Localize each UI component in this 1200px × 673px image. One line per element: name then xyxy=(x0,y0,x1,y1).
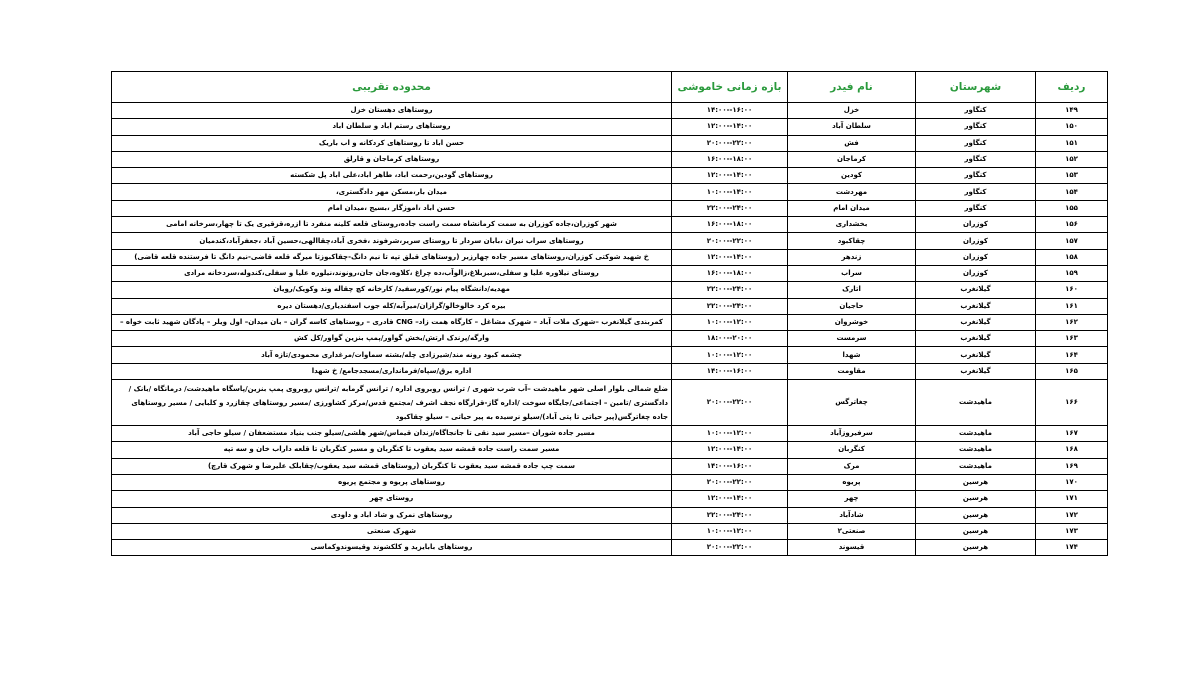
county-cell: گیلانغرب xyxy=(916,298,1036,314)
county-cell: هرسین xyxy=(916,491,1036,507)
row-number-cell: ۱۶۴ xyxy=(1036,347,1108,363)
row-number-cell: ۱۵۸ xyxy=(1036,249,1108,265)
feeder-name-cell: کنگربان xyxy=(788,442,916,458)
table-row xyxy=(112,474,1108,490)
approximate-area-cell: چشمه کبود رونه مند/شیرزادی چله/بشته سماوات/مرغداری محمودی/تازه آباد xyxy=(112,347,672,363)
approximate-area-cell: روستاهای سراب نیران ،بابان سردار تا روستای سریر،شرفوند ،فخری آباد،چقاالهی،حسین آباد ،جعفرآباد،کندمیان xyxy=(112,233,672,249)
county-cell: هرسین xyxy=(916,507,1036,523)
row-number-cell: ۱۷۳ xyxy=(1036,523,1108,539)
header-row-number: ردیف xyxy=(1036,72,1108,103)
feeder-name-cell: اتارک xyxy=(788,282,916,298)
row-number-cell: ۱۶۰ xyxy=(1036,282,1108,298)
table-row xyxy=(112,282,1108,298)
row-number-cell: ۱۷۱ xyxy=(1036,491,1108,507)
approximate-area-cell: روستاهای پریوه و مجتمع پریوه xyxy=(112,474,672,490)
outage-period-cell: ۲۲:۰۰--۲۰:۰۰ xyxy=(672,380,788,426)
feeder-name-cell: پریوه xyxy=(788,474,916,490)
approximate-area-cell: روستاهای بابایزید و کلکشوند وقیسوندوکماسی xyxy=(112,540,672,556)
outage-period-cell: ۱۴:۰۰--۱۲:۰۰ xyxy=(672,119,788,135)
row-number-cell: ۱۵۵ xyxy=(1036,200,1108,216)
approximate-area-cell: روستاهای کرماجان و قارلق xyxy=(112,151,672,167)
table-row xyxy=(112,507,1108,523)
row-number-cell: ۱۵۱ xyxy=(1036,135,1108,151)
feeder-name-cell: مهردشت xyxy=(788,184,916,200)
table-body xyxy=(112,103,1108,556)
table-row xyxy=(112,217,1108,233)
county-cell: ماهیدشت xyxy=(916,426,1036,442)
table-row xyxy=(112,363,1108,379)
outage-period-cell: ۱۸:۰۰--۱۶:۰۰ xyxy=(672,151,788,167)
approximate-area-cell: خ شهید شوکتی کوزران،روستاهای مسیر جاده چهارزبر (روستاهای قبلق تپه تا نیم دانگ-چقاکبوزتا میرگه قلعه قاضی-نیم دانگ تا فرستنده قلعه قاضی) xyxy=(112,249,672,265)
outage-period-cell: ۲۴:۰۰--۲۲:۰۰ xyxy=(672,507,788,523)
county-cell: هرسین xyxy=(916,540,1036,556)
outage-period-cell: ۱۶:۰۰--۱۴:۰۰ xyxy=(672,103,788,119)
feeder-name-cell: سرمست xyxy=(788,331,916,347)
approximate-area-cell: ضلع شمالی بلوار اصلی شهر ماهیدشت –آب شرب شهری / ترانس روبروی اداره / ترانس گرمابه /ترانس روبروی پمپ بنزین/پاسگاه ماهیدشت/ درمانگاه /بانک /دادگستری /تامین – اجتماعی/جایگاه سوخت /اداره گاز-قرارگاه نجف اشرف /مجتمع قدس/مرکز کشاورزی /مسیر روستاهای چقازرد و کلبایی / مسیر روستاهای جاده چغاترگس(پیر حیاتی تا پتی آباد)/سیلو نرسیده به پیر حیاتی – سیلو چقاکبود xyxy=(112,380,672,426)
county-cell: کنگاور xyxy=(916,151,1036,167)
row-number-cell: ۱۷۴ xyxy=(1036,540,1108,556)
outage-period-cell: ۱۶:۰۰--۱۴:۰۰ xyxy=(672,458,788,474)
approximate-area-cell: روستاهای دهستان خزل xyxy=(112,103,672,119)
feeder-name-cell: کودین xyxy=(788,168,916,184)
approximate-area-cell: بیره کرد خالوخالو/گرازان/میرآبه/کله جوب اسفندیاری/دهستان دیره xyxy=(112,298,672,314)
outage-period-cell: ۱۸:۰۰--۱۶:۰۰ xyxy=(672,265,788,281)
header-feeder-name: نام فیدر xyxy=(788,72,916,103)
county-cell: کنگاور xyxy=(916,168,1036,184)
outage-period-cell: ۲۲:۰۰--۲۰:۰۰ xyxy=(672,540,788,556)
feeder-name-cell: چهر xyxy=(788,491,916,507)
feeder-name-cell: زندهر xyxy=(788,249,916,265)
row-number-cell: ۱۵۰ xyxy=(1036,119,1108,135)
approximate-area-cell: سمت چپ جاده قمشه سید یعقوب تا کنگربان (روستاهای قمشه سید یعقوب/چقابلک علیرضا و شهرک قارچ) xyxy=(112,458,672,474)
table-row xyxy=(112,540,1108,556)
row-number-cell: ۱۵۷ xyxy=(1036,233,1108,249)
feeder-name-cell: چقاکبود xyxy=(788,233,916,249)
table-row xyxy=(112,380,1108,426)
row-number-cell: ۱۵۶ xyxy=(1036,217,1108,233)
table-row xyxy=(112,347,1108,363)
row-number-cell: ۱۶۷ xyxy=(1036,426,1108,442)
county-cell: کنگاور xyxy=(916,103,1036,119)
feeder-name-cell: کرماجان xyxy=(788,151,916,167)
outage-period-cell: ۱۴:۰۰--۱۲:۰۰ xyxy=(672,442,788,458)
table-row xyxy=(112,119,1108,135)
header-approximate-area: محدوده تقریبی xyxy=(112,72,672,103)
outage-period-cell: ۱۲:۰۰--۱۰:۰۰ xyxy=(672,523,788,539)
approximate-area-cell: مهدیه/دانشگاه پیام نور/کورسفید/ کارخانه کچ چقاله وند وکویک/رویان xyxy=(112,282,672,298)
feeder-name-cell: خزل xyxy=(788,103,916,119)
outage-period-cell: ۱۸:۰۰--۱۶:۰۰ xyxy=(672,217,788,233)
outage-period-cell: ۱۴:۰۰--۱۰:۰۰ xyxy=(672,184,788,200)
row-number-cell: ۱۷۰ xyxy=(1036,474,1108,490)
approximate-area-cell: شهر کوزران،جاده کوزران به سمت کرمانشاه سمت راست جاده،روستای قلعه کلینه منفرد تا ازره،قزقیری یک تا چهار،سرخانه امامی xyxy=(112,217,672,233)
feeder-name-cell: فش xyxy=(788,135,916,151)
row-number-cell: ۱۵۴ xyxy=(1036,184,1108,200)
feeder-name-cell: سراب xyxy=(788,265,916,281)
feeder-name-cell: چغاترگس xyxy=(788,380,916,426)
approximate-area-cell: روستاهای رستم اباد و سلطان اباد xyxy=(112,119,672,135)
row-number-cell: ۱۴۹ xyxy=(1036,103,1108,119)
approximate-area-cell: شهرک صنعتی xyxy=(112,523,672,539)
approximate-area-cell: حسن اباد ،اموزگار ،بسیج ،میدان امام xyxy=(112,200,672,216)
row-number-cell: ۱۶۹ xyxy=(1036,458,1108,474)
approximate-area-cell: وارگه/پرندک ارتش/بخش گواور/پمپ بنزین گواور/کل کش xyxy=(112,331,672,347)
feeder-name-cell: قیسوند xyxy=(788,540,916,556)
feeder-name-cell: سرفیروزآباد xyxy=(788,426,916,442)
row-number-cell: ۱۵۹ xyxy=(1036,265,1108,281)
feeder-name-cell: شادآباد xyxy=(788,507,916,523)
approximate-area-cell: روستاهای نمرک و شاد اباد و داودی xyxy=(112,507,672,523)
row-number-cell: ۱۶۶ xyxy=(1036,380,1108,426)
table-row xyxy=(112,135,1108,151)
outage-period-cell: ۱۴:۰۰--۱۲:۰۰ xyxy=(672,491,788,507)
table-row xyxy=(112,184,1108,200)
header-county: شهرستان xyxy=(916,72,1036,103)
feeder-name-cell: صنعتی۲ xyxy=(788,523,916,539)
table-row xyxy=(112,200,1108,216)
county-cell: کنگاور xyxy=(916,119,1036,135)
county-cell: گیلانغرب xyxy=(916,331,1036,347)
row-number-cell: ۱۶۸ xyxy=(1036,442,1108,458)
outage-period-cell: ۲۴:۰۰--۲۲:۰۰ xyxy=(672,200,788,216)
county-cell: کنگاور xyxy=(916,135,1036,151)
row-number-cell: ۱۵۲ xyxy=(1036,151,1108,167)
outage-period-cell: ۲۲:۰۰--۲۰:۰۰ xyxy=(672,135,788,151)
approximate-area-cell: کمربندی گیلانغرب –شهرک ملات آباد – شهرک مشاغل – کارگاه همت زاد– CNG قادری – روستاهای کاسه گران – بان میدان– اول ویلر – پادگان شهید ثابت خواه – xyxy=(112,314,672,330)
table-row xyxy=(112,458,1108,474)
outage-period-cell: ۱۴:۰۰--۱۲:۰۰ xyxy=(672,249,788,265)
row-number-cell: ۱۶۳ xyxy=(1036,331,1108,347)
table-row xyxy=(112,265,1108,281)
county-cell: کنگاور xyxy=(916,184,1036,200)
table-row xyxy=(112,103,1108,119)
approximate-area-cell: مسیر سمت راست جاده قمشه سید یعقوب تا کنگربان و مسیر کنگربان تا قلعه داراب خان و سه تپه xyxy=(112,442,672,458)
county-cell: هرسین xyxy=(916,523,1036,539)
approximate-area-cell: اداره برق/سپاه/فرمانداری/مسجدجامع/ خ شهدا xyxy=(112,363,672,379)
row-number-cell: ۱۵۳ xyxy=(1036,168,1108,184)
feeder-name-cell: حاجیان xyxy=(788,298,916,314)
county-cell: کوزران xyxy=(916,233,1036,249)
approximate-area-cell: روستای نیلاوره علیا و سفلی،سبزبلاغ،زالوآب،ده چراغ ،کلاوه،جان جان،رونوند،نیلوره علیا و سفلی،کندوله،سردخانه مرادی xyxy=(112,265,672,281)
outage-period-cell: ۲۴:۰۰--۲۲:۰۰ xyxy=(672,282,788,298)
outage-period-cell: ۲۴:۰۰--۲۲:۰۰ xyxy=(672,298,788,314)
feeder-name-cell: بخشداری xyxy=(788,217,916,233)
header-outage-period: بازه زمانی خاموشی xyxy=(672,72,788,103)
outage-schedule-table xyxy=(111,71,1108,556)
county-cell: ماهیدشت xyxy=(916,458,1036,474)
county-cell: گیلانغرب xyxy=(916,282,1036,298)
county-cell: گیلانغرب xyxy=(916,314,1036,330)
table-row xyxy=(112,426,1108,442)
county-cell: هرسین xyxy=(916,474,1036,490)
approximate-area-cell: مسیر جاده شوران –مسیر سید نقی تا جانجاگاه/زندان قیماس/شهر هلشی/سیلو جنب بنیاد مستضعفان / سیلو حاجی آباد xyxy=(112,426,672,442)
county-cell: ماهیدشت xyxy=(916,380,1036,426)
approximate-area-cell: حسن اباد تا روستاهای کردکانه و اب باریک xyxy=(112,135,672,151)
table-row xyxy=(112,491,1108,507)
table-row xyxy=(112,233,1108,249)
outage-period-cell: ۲۲:۰۰--۲۰:۰۰ xyxy=(672,474,788,490)
county-cell: گیلانغرب xyxy=(916,363,1036,379)
outage-period-cell: ۲۰:۰۰--۱۸:۰۰ xyxy=(672,331,788,347)
feeder-name-cell: مرک xyxy=(788,458,916,474)
row-number-cell: ۱۶۲ xyxy=(1036,314,1108,330)
row-number-cell: ۱۷۲ xyxy=(1036,507,1108,523)
outage-period-cell: ۱۴:۰۰--۱۲:۰۰ xyxy=(672,168,788,184)
table-row xyxy=(112,331,1108,347)
table-row xyxy=(112,314,1108,330)
row-number-cell: ۱۶۵ xyxy=(1036,363,1108,379)
outage-period-cell: ۲۲:۰۰--۲۰:۰۰ xyxy=(672,233,788,249)
table-row xyxy=(112,442,1108,458)
table-row xyxy=(112,249,1108,265)
county-cell: کنگاور xyxy=(916,200,1036,216)
table-row xyxy=(112,168,1108,184)
feeder-name-cell: سلطان آباد xyxy=(788,119,916,135)
approximate-area-cell: میدان بار،مسکن مهر دادگستری، xyxy=(112,184,672,200)
county-cell: گیلانغرب xyxy=(916,347,1036,363)
row-number-cell: ۱۶۱ xyxy=(1036,298,1108,314)
feeder-name-cell: شهدا xyxy=(788,347,916,363)
county-cell: ماهیدشت xyxy=(916,442,1036,458)
table-row xyxy=(112,151,1108,167)
approximate-area-cell: روستای چهر xyxy=(112,491,672,507)
county-cell: کوزران xyxy=(916,265,1036,281)
table-row xyxy=(112,298,1108,314)
feeder-name-cell: مقاومت xyxy=(788,363,916,379)
table-row xyxy=(112,523,1108,539)
outage-period-cell: ۱۲:۰۰--۱۰:۰۰ xyxy=(672,314,788,330)
outage-period-cell: ۱۲:۰۰--۱۰:۰۰ xyxy=(672,426,788,442)
table-header-row xyxy=(112,72,1108,103)
approximate-area-cell: روستاهای گودین،رحمت اباد، طاهر اباد،علی اباد پل شکسته xyxy=(112,168,672,184)
feeder-name-cell: خوشروان xyxy=(788,314,916,330)
outage-period-cell: ۱۲:۰۰--۱۰:۰۰ xyxy=(672,347,788,363)
county-cell: کوزران xyxy=(916,217,1036,233)
feeder-name-cell: میدان امام xyxy=(788,200,916,216)
county-cell: کوزران xyxy=(916,249,1036,265)
outage-period-cell: ۱۶:۰۰--۱۴:۰۰ xyxy=(672,363,788,379)
